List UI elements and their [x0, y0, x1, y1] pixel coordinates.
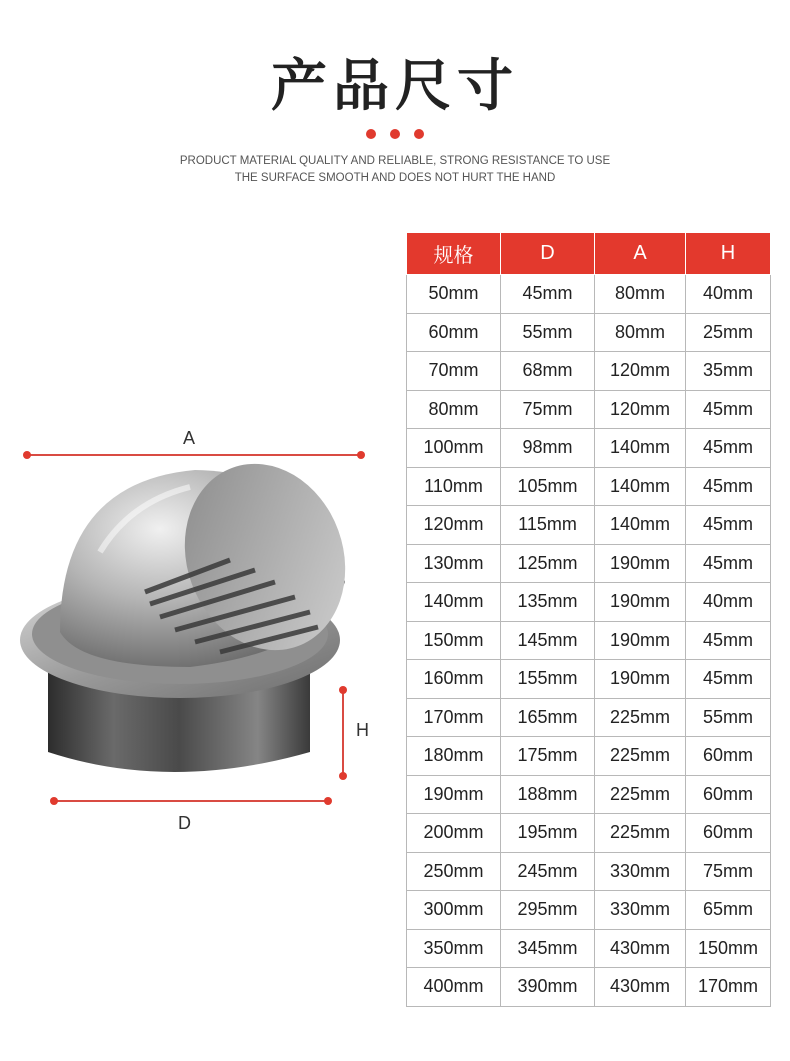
table-cell: 110mm: [407, 467, 501, 506]
dot-icon: [390, 129, 400, 139]
table-row: [407, 429, 771, 468]
dimension-label-h: H: [356, 720, 369, 740]
table-cell: 130mm: [407, 544, 501, 583]
table-cell: 45mm: [686, 467, 771, 506]
table-cell: 170mm: [407, 698, 501, 737]
table-row: [407, 968, 771, 1007]
table-cell: 225mm: [595, 698, 686, 737]
table-cell: 55mm: [501, 313, 595, 352]
table-cell: 345mm: [501, 929, 595, 968]
table-cell: 55mm: [686, 698, 771, 737]
table-cell: 150mm: [407, 621, 501, 660]
subtitle-line-2: THE SURFACE SMOOTH AND DOES NOT HURT THE HAND: [234, 172, 556, 184]
table-cell: 175mm: [501, 737, 595, 776]
table-cell: 45mm: [686, 506, 771, 545]
table-cell: 60mm: [686, 775, 771, 814]
table-cell: 390mm: [501, 968, 595, 1007]
table-cell: 330mm: [595, 891, 686, 930]
table-row: [407, 467, 771, 506]
table-row: [407, 506, 771, 545]
table-cell: 170mm: [686, 968, 771, 1007]
dimension-line-d: [54, 800, 328, 802]
table-header-cell: D: [501, 233, 595, 275]
table-cell: 60mm: [686, 737, 771, 776]
table-header-row: [407, 233, 771, 275]
table-cell: 120mm: [595, 390, 686, 429]
spec-table: [406, 232, 771, 1007]
table-cell: 100mm: [407, 429, 501, 468]
dot-icon: [366, 129, 376, 139]
table-row: [407, 737, 771, 776]
dot-icon: [414, 129, 424, 139]
table-cell: 75mm: [686, 852, 771, 891]
table-cell: 140mm: [595, 506, 686, 545]
subtitle-line-1: PRODUCT MATERIAL QUALITY AND RELIABLE, STRONG RESISTANCE TO USE: [179, 155, 611, 167]
table-cell: 45mm: [686, 544, 771, 583]
table-cell: 430mm: [595, 968, 686, 1007]
table-cell: 98mm: [501, 429, 595, 468]
table-cell: 188mm: [501, 775, 595, 814]
table-cell: 200mm: [407, 814, 501, 853]
table-cell: 135mm: [501, 583, 595, 622]
table-cell: 60mm: [407, 313, 501, 352]
table-cell: 145mm: [501, 621, 595, 660]
table-cell: 225mm: [595, 737, 686, 776]
page-title: 产品尺寸: [271, 54, 519, 119]
table-cell: 125mm: [501, 544, 595, 583]
table-row: [407, 544, 771, 583]
table-header-cell: A: [595, 233, 686, 275]
table-row: [407, 621, 771, 660]
dimension-line-a: [27, 454, 361, 456]
table-cell: 60mm: [686, 814, 771, 853]
table-cell: 140mm: [595, 467, 686, 506]
table-cell: 165mm: [501, 698, 595, 737]
table-cell: 68mm: [501, 352, 595, 391]
table-cell: 295mm: [501, 891, 595, 930]
vent-cap-product-image: [20, 462, 360, 792]
table-cell: 190mm: [595, 583, 686, 622]
table-cell: 155mm: [501, 660, 595, 699]
table-row: [407, 929, 771, 968]
table-cell: 140mm: [407, 583, 501, 622]
table-cell: 350mm: [407, 929, 501, 968]
table-row: [407, 352, 771, 391]
table-cell: 430mm: [595, 929, 686, 968]
table-header-cell: H: [686, 233, 771, 275]
table-cell: 115mm: [501, 506, 595, 545]
table-body: [407, 275, 771, 1007]
decorative-dots: [0, 124, 790, 143]
table-cell: 35mm: [686, 352, 771, 391]
table-row: [407, 583, 771, 622]
table-cell: 45mm: [686, 660, 771, 699]
dimension-label-d: D: [178, 813, 191, 833]
dimension-end-dot: [324, 797, 332, 805]
table-cell: 225mm: [595, 814, 686, 853]
table-cell: 105mm: [501, 467, 595, 506]
table-row: [407, 660, 771, 699]
table-cell: 160mm: [407, 660, 501, 699]
table-row: [407, 390, 771, 429]
table-cell: 225mm: [595, 775, 686, 814]
table-cell: 150mm: [686, 929, 771, 968]
table-cell: 70mm: [407, 352, 501, 391]
table-cell: 120mm: [407, 506, 501, 545]
table-cell: 180mm: [407, 737, 501, 776]
table-cell: 190mm: [595, 660, 686, 699]
table-cell: 45mm: [686, 390, 771, 429]
table-cell: 45mm: [686, 429, 771, 468]
table-cell: 65mm: [686, 891, 771, 930]
table-cell: 245mm: [501, 852, 595, 891]
dimension-label-a: A: [183, 428, 196, 448]
table-cell: 140mm: [595, 429, 686, 468]
dimension-end-dot: [23, 451, 31, 459]
table-cell: 120mm: [595, 352, 686, 391]
table-cell: 80mm: [407, 390, 501, 429]
table-cell: 45mm: [501, 275, 595, 314]
table-row: [407, 313, 771, 352]
dimension-end-dot: [357, 451, 365, 459]
table-cell: 75mm: [501, 390, 595, 429]
table-row: [407, 698, 771, 737]
table-cell: 300mm: [407, 891, 501, 930]
table-header-cell: 规格: [407, 233, 501, 275]
table-row: [407, 852, 771, 891]
table-cell: 190mm: [595, 621, 686, 660]
table-cell: 80mm: [595, 313, 686, 352]
table-cell: 25mm: [686, 313, 771, 352]
table-row: [407, 814, 771, 853]
table-cell: 40mm: [686, 583, 771, 622]
table-cell: 40mm: [686, 275, 771, 314]
dimension-end-dot: [50, 797, 58, 805]
table-cell: 190mm: [595, 544, 686, 583]
table-cell: 400mm: [407, 968, 501, 1007]
table-cell: 330mm: [595, 852, 686, 891]
table-row: [407, 275, 771, 314]
table-cell: 50mm: [407, 275, 501, 314]
table-cell: 190mm: [407, 775, 501, 814]
table-cell: 250mm: [407, 852, 501, 891]
table-cell: 195mm: [501, 814, 595, 853]
table-cell: 80mm: [595, 275, 686, 314]
table-row: [407, 775, 771, 814]
table-cell: 45mm: [686, 621, 771, 660]
table-row: [407, 891, 771, 930]
